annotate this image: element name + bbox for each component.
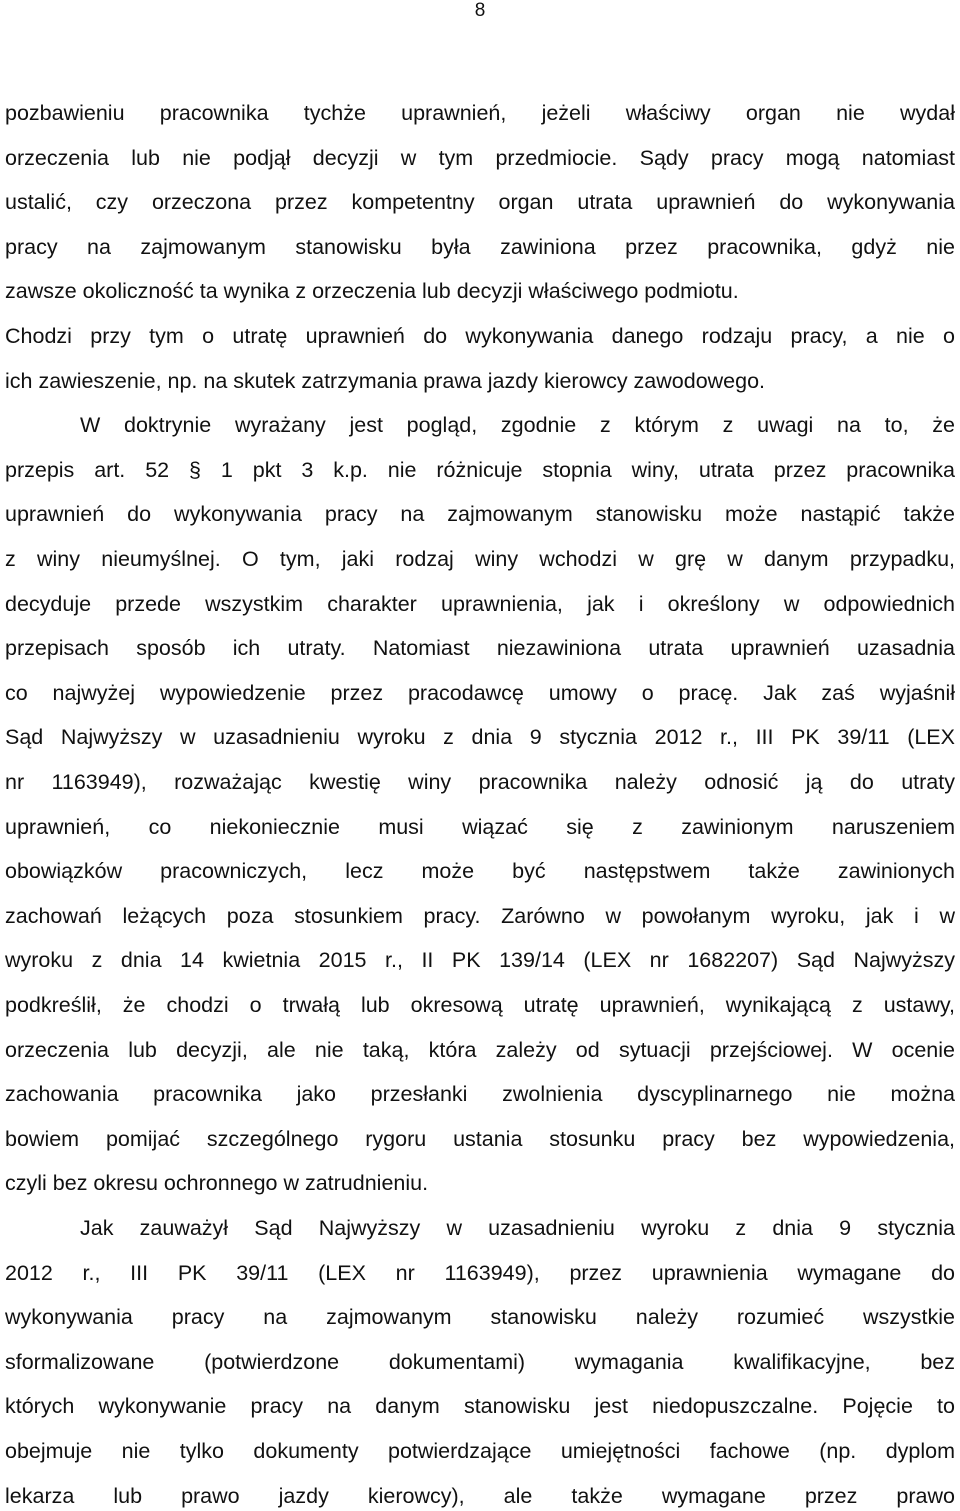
text-line: Jak zauważył Sąd Najwyższy w uzasadnieniu wyroku z dnia 9 stycznia xyxy=(80,1216,955,1240)
text-line: 2012 r., III PK 39/11 (LEX nr 1163949), przez uprawnienia wymagane do xyxy=(5,1260,955,1285)
text-line: decyduje przede wszystkim charakter uprawnienia, jak i określony w odpowiednich xyxy=(5,591,955,616)
page-number: 8 xyxy=(474,0,486,21)
text-line: co najwyżej wypowiedzenie przez pracodawcę umowy o pracę. Jak zaś wyjaśnił xyxy=(5,680,955,705)
text-line: lekarza lub prawo jazdy kierowcy), ale także wymagane przez prawo xyxy=(5,1483,955,1508)
text-line: obejmuje nie tylko dokumenty potwierdzające umiejętności fachowe (np. dyplom xyxy=(5,1439,955,1463)
text-line: obowiązków pracowniczych, lecz może być następstwem także zawinionych xyxy=(5,859,955,884)
text-line: zawsze okoliczność ta wynika z orzeczenia lub decyzji właściwego podmiotu. xyxy=(5,279,739,304)
text-line: wyroku z dnia 14 kwietnia 2015 r., II PK 139/14 (LEX nr 1682207) Sąd Najwyższy xyxy=(5,948,955,973)
text-line: ustalić, czy orzeczona przez kompetentny organ utrata uprawnień do wykonywania xyxy=(5,190,955,215)
text-line: pozbawieniu pracownika tychże uprawnień, jeżeli właściwy organ nie wydał xyxy=(5,101,955,125)
text-line: przepis art. 52 § 1 pkt 3 k.p. nie różnicuje stopnia winy, utrata przez pracownika xyxy=(5,457,955,482)
text-line: orzeczenia lub nie podjął decyzji w tym przedmiocie. Sądy pracy mogą natomiast xyxy=(5,145,955,170)
text-line: sformalizowane (potwierdzone dokumentami) wymagania kwalifikacyjne, bez xyxy=(5,1349,955,1374)
text-line: Chodzi przy tym o utratę uprawnień do wykonywania danego rodzaju pracy, a nie o xyxy=(5,324,955,348)
text-line: zachowań leżących poza stosunkiem pracy. Zarówno w powołanym wyroku, jak i w xyxy=(5,903,955,928)
text-line: ich zawieszenie, np. na skutek zatrzymania prawa jazdy kierowcy zawodowego. xyxy=(5,368,766,393)
text-line: przepisach sposób ich utraty. Natomiast niezawiniona utrata uprawnień uzasadnia xyxy=(5,636,955,661)
text-line: W doktrynie wyrażany jest pogląd, zgodnie z którym z uwagi na to, że xyxy=(80,413,955,438)
text-line: uprawnień, co niekoniecznie musi wiązać się z zawinionym naruszeniem xyxy=(5,814,955,839)
text-line: uprawnień do wykonywania pracy na zajmowanym stanowisku może nastąpić także xyxy=(5,502,955,527)
text-line: wykonywania pracy na zajmowanym stanowisku należy rozumieć wszystkie xyxy=(5,1305,955,1330)
text-line: orzeczenia lub decyzji, ale nie taką, która zależy od sytuacji przejściowej. W ocenie xyxy=(5,1037,955,1062)
text-line: podkreślił, że chodzi o trwałą lub okresową utratę uprawnień, wynikającą z ustawy, xyxy=(5,993,955,1017)
text-line: Sąd Najwyższy w uzasadnieniu wyroku z dnia 9 stycznia 2012 r., III PK 39/11 (LEX xyxy=(5,725,955,750)
text-line: których wykonywanie pracy na danym stanowisku jest niedopuszczalne. Pojęcie to xyxy=(5,1394,955,1419)
text-line: bowiem pomijać szczególnego rygoru ustania stosunku pracy bez wypowiedzenia, xyxy=(5,1126,955,1151)
text-line: nr 1163949), rozważając kwestię winy pracownika należy odnosić ją do utraty xyxy=(5,770,955,794)
text-line: zachowania pracownika jako przesłanki zwolnienia dyscyplinarnego nie można xyxy=(5,1082,955,1107)
text-line: pracy na zajmowanym stanowisku była zawiniona przez pracownika, gdyż nie xyxy=(5,234,955,259)
text-line: z winy nieumyślnej. O tym, jaki rodzaj winy wchodzi w grę w danym przypadku, xyxy=(5,547,955,571)
text-line: czyli bez okresu ochronnego w zatrudnieniu. xyxy=(5,1171,429,1196)
